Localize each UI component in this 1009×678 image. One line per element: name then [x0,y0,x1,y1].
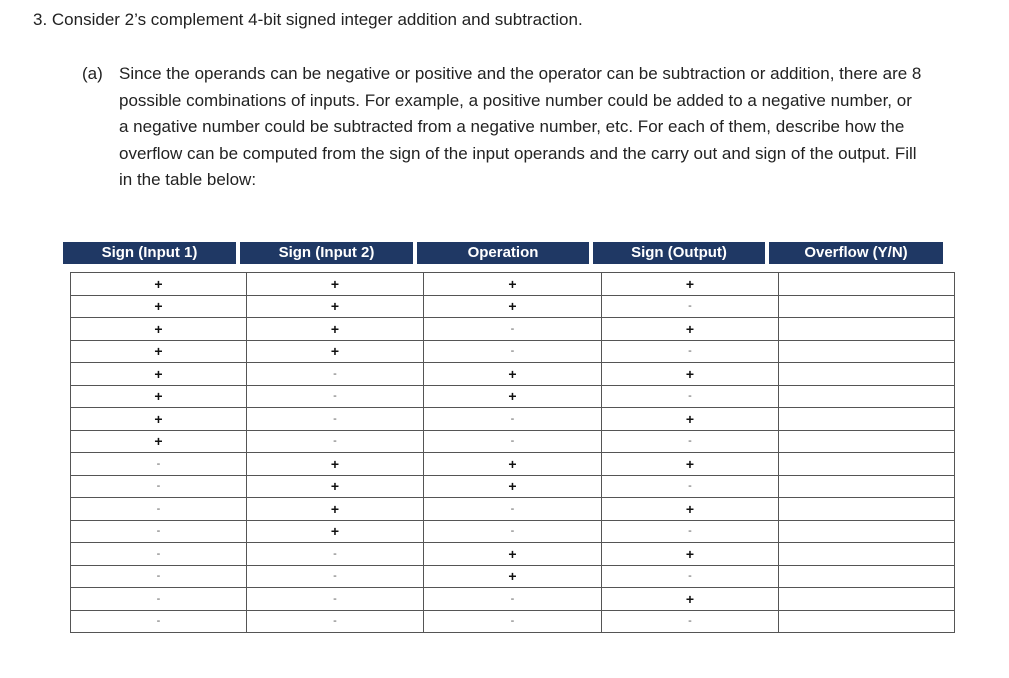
sign-output-cell: + [602,588,779,611]
overflow-input-cell[interactable] [779,520,955,543]
operation-cell: + [424,385,602,408]
overflow-input-cell[interactable] [779,430,955,453]
table-row [71,318,955,341]
part-description: Since the operands can be negative or positive and the operator can be subtraction or addition, there are 8 possible combinations of inputs. For example, a positive number could be added to a negative number, or a negative number could be subtracted from a negative number, etc. For each of them, describe how the overflow can be computed from the sign of the input operands and the carry out and sign of the output. Fill in the table below: [119,64,922,189]
overflow-input-cell[interactable] [779,408,955,431]
overflow-input-cell[interactable] [779,565,955,588]
operation-cell: + [424,363,602,386]
overflow-input-cell[interactable] [779,340,955,363]
sign-input-1-cell: + [71,385,247,408]
sign-input-1-cell: - [71,475,247,498]
sign-input-2-cell: + [247,475,424,498]
sign-output-cell: - [602,475,779,498]
sign-input-1-cell: + [71,408,247,431]
sign-output-cell: + [602,273,779,296]
sign-input-1-cell: + [71,273,247,296]
table-row [71,588,955,611]
sign-input-2-cell: - [247,363,424,386]
table-row [71,475,955,498]
sign-input-1-cell: + [71,318,247,341]
question-part-a [82,61,922,194]
operation-cell: - [424,408,602,431]
table-row [71,295,955,318]
sign-input-2-cell: - [247,385,424,408]
operation-cell: - [424,498,602,521]
sign-input-2-cell: + [247,295,424,318]
sign-input-2-cell: + [247,453,424,476]
table-row [71,610,955,633]
sign-input-1-cell: - [71,610,247,633]
overflow-input-cell[interactable] [779,273,955,296]
sign-output-cell: - [602,340,779,363]
sign-input-2-cell: - [247,543,424,566]
overflow-input-cell[interactable] [779,318,955,341]
overflow-input-cell[interactable] [779,453,955,476]
sign-input-2-cell: - [247,565,424,588]
sign-output-cell: - [602,565,779,588]
overflow-input-cell[interactable] [779,385,955,408]
table-body [71,273,955,633]
operation-cell: + [424,565,602,588]
overflow-input-cell[interactable] [779,610,955,633]
operation-cell: - [424,340,602,363]
table-row [71,340,955,363]
sign-input-1-cell: + [71,295,247,318]
operation-cell: + [424,295,602,318]
sign-output-cell: + [602,543,779,566]
sign-output-cell: - [602,385,779,408]
operation-cell: - [424,520,602,543]
table-row [71,273,955,296]
operation-cell: - [424,430,602,453]
sign-input-1-cell: + [71,430,247,453]
table-row [71,498,955,521]
sign-output-cell: + [602,453,779,476]
header-sign-input-2: Sign (Input 2) [240,242,413,264]
sign-input-1-cell: - [71,565,247,588]
table-row [71,385,955,408]
sign-input-1-cell: - [71,498,247,521]
operation-cell: + [424,543,602,566]
sign-input-2-cell: + [247,273,424,296]
header-sign-input-1: Sign (Input 1) [63,242,236,264]
part-label: (a) [82,64,103,83]
sign-input-2-cell: + [247,498,424,521]
question-title: 3. Consider 2’s complement 4-bit signed integer addition and subtraction. [33,10,583,29]
sign-input-2-cell: - [247,610,424,633]
operation-cell: + [424,273,602,296]
sign-input-2-cell: - [247,430,424,453]
sign-input-2-cell: + [247,340,424,363]
header-sign-output: Sign (Output) [593,242,765,264]
table-row [71,430,955,453]
operation-cell: - [424,318,602,341]
table-row [71,453,955,476]
header-operation: Operation [417,242,589,264]
sign-input-1-cell: - [71,453,247,476]
table-row [71,543,955,566]
overflow-input-cell[interactable] [779,475,955,498]
overflow-input-cell[interactable] [779,363,955,386]
sign-input-1-cell: - [71,543,247,566]
operation-cell: - [424,588,602,611]
sign-input-1-cell: - [71,520,247,543]
operation-cell: - [424,610,602,633]
operation-cell: + [424,475,602,498]
operation-cell: + [424,453,602,476]
sign-input-2-cell: - [247,588,424,611]
table-row [71,408,955,431]
overflow-input-cell[interactable] [779,588,955,611]
sign-input-2-cell: + [247,520,424,543]
sign-input-1-cell: + [71,363,247,386]
sign-input-1-cell: + [71,340,247,363]
sign-output-cell: - [602,610,779,633]
sign-input-1-cell: - [71,588,247,611]
sign-input-2-cell: - [247,408,424,431]
sign-output-cell: - [602,520,779,543]
sign-output-cell: + [602,318,779,341]
header-overflow: Overflow (Y/N) [769,242,943,264]
sign-output-cell: - [602,430,779,453]
sign-output-cell: + [602,498,779,521]
overflow-input-cell[interactable] [779,543,955,566]
sign-output-cell: - [602,295,779,318]
overflow-input-cell[interactable] [779,498,955,521]
sign-input-2-cell: + [247,318,424,341]
sign-output-cell: + [602,408,779,431]
overflow-table [70,272,955,633]
sign-output-cell: + [602,363,779,386]
table-row [71,565,955,588]
table-row [71,520,955,543]
overflow-input-cell[interactable] [779,295,955,318]
table-row [71,363,955,386]
